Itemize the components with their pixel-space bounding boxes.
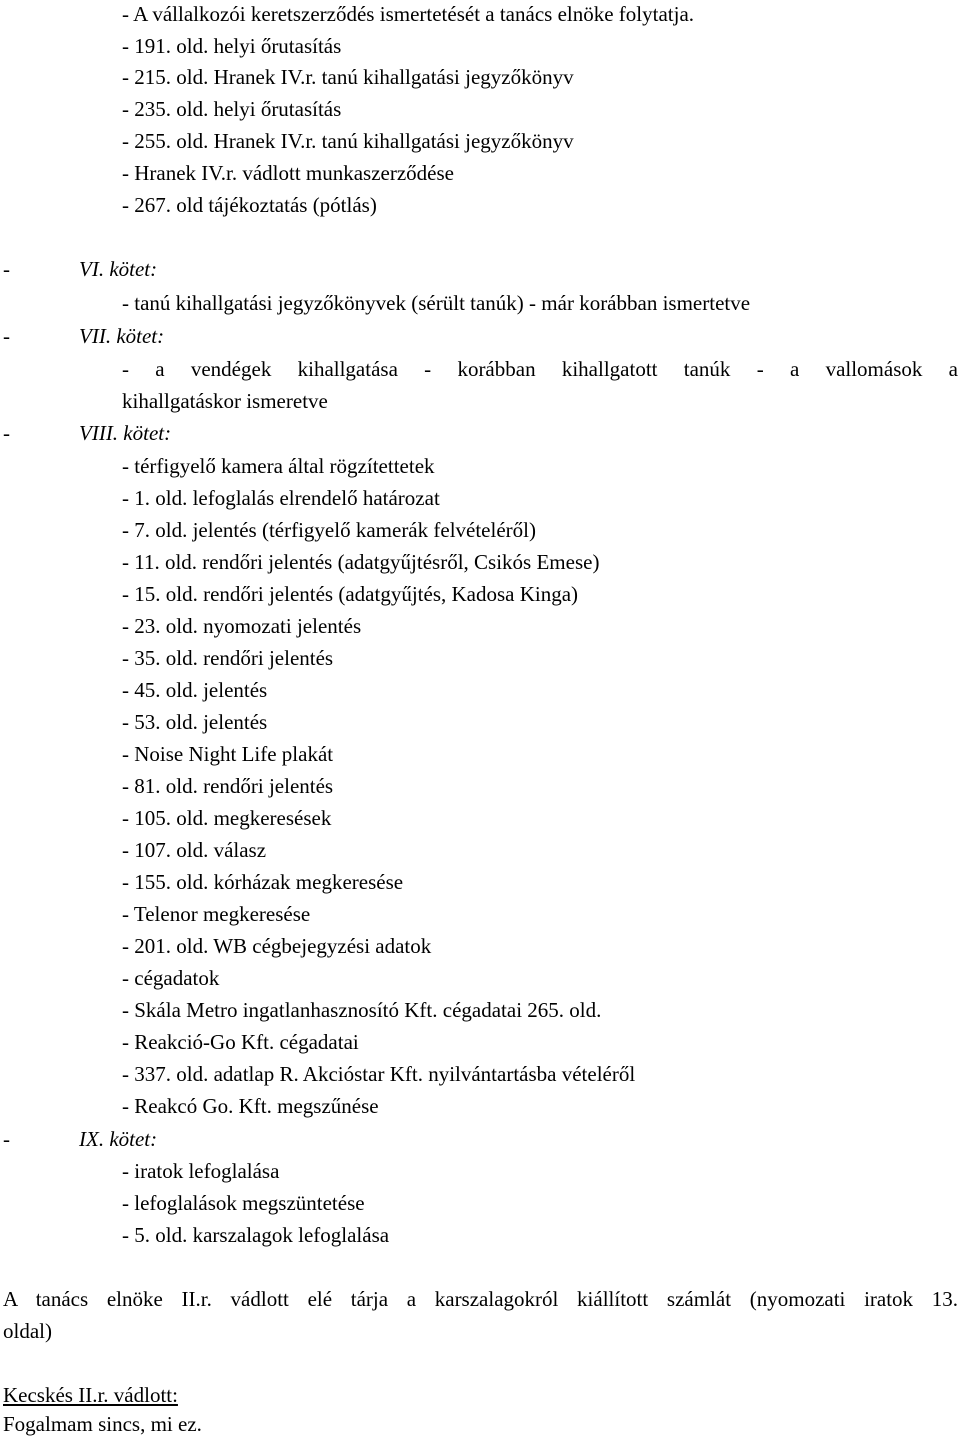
volume-heading-vii: VII. kötet: <box>79 324 165 348</box>
list-item: - tanú kihallgatási jegyzőkönyvek (sérült tanúk) - már korábban ismertetve <box>122 291 751 315</box>
list-item: - lefoglalások megszüntetése <box>122 1191 365 1215</box>
volume-bullet: - <box>3 324 10 348</box>
list-item: - Reakcó Go. Kft. megszűnése <box>122 1094 379 1118</box>
list-item: - Telenor megkeresése <box>122 902 311 926</box>
list-item: - Reakció-Go Kft. cégadatai <box>122 1030 359 1054</box>
list-item: - 23. old. nyomozati jelentés <box>122 614 362 638</box>
list-item: - 155. old. kórházak megkeresése <box>122 870 404 894</box>
list-item: - 45. old. jelentés <box>122 678 268 702</box>
volume-heading-viii: VIII. kötet: <box>79 421 172 445</box>
volume-bullet: - <box>3 1127 10 1151</box>
list-item: - 215. old. Hranek IV.r. tanú kihallgatási jegyzőkönyv <box>122 65 574 89</box>
list-item: - 267. old tájékoztatás (pótlás) <box>122 193 377 217</box>
list-item: - 105. old. megkeresések <box>122 806 332 830</box>
list-item: - a vendégek kihallgatása - korábban kihallgatott tanúk - a vallomások a <box>122 357 958 381</box>
volume-bullet: - <box>3 257 10 281</box>
speaker-label: Kecskés II.r. vádlott: <box>3 1383 178 1407</box>
speaker-statement: Fogalmam sincs, mi ez. <box>3 1412 202 1436</box>
list-item: - 5. old. karszalagok lefoglalása <box>122 1223 390 1247</box>
volume-heading-vi: VI. kötet: <box>79 257 158 281</box>
list-item: - 15. old. rendőri jelentés (adatgyűjtés, Kadosa Kinga) <box>122 582 579 606</box>
list-item: - 53. old. jelentés <box>122 710 268 734</box>
list-item: - Skála Metro ingatlanhasznosító Kft. cégadatai 265. old. <box>122 998 602 1022</box>
list-item: - 107. old. válasz <box>122 838 267 862</box>
list-item: - 255. old. Hranek IV.r. tanú kihallgatási jegyzőkönyv <box>122 129 574 153</box>
list-item: - iratok lefoglalása <box>122 1159 280 1183</box>
list-item: - 7. old. jelentés (térfigyelő kamerák felvételéről) <box>122 518 536 542</box>
list-item: - 201. old. WB cégbejegyzési adatok <box>122 934 432 958</box>
volume-heading-ix: IX. kötet: <box>79 1127 158 1151</box>
list-item: - 1. old. lefoglalás elrendelő határozat <box>122 486 440 510</box>
volume-bullet: - <box>3 421 10 445</box>
list-item: - A vállalkozói keretszerződés ismertetését a tanács elnöke folytatja. <box>122 2 695 26</box>
list-item: - 337. old. adatlap R. Akcióstar Kft. nyilvántartásba vételéről <box>122 1062 636 1086</box>
list-item: - Noise Night Life plakát <box>122 742 334 766</box>
list-item: - 11. old. rendőri jelentés (adatgyűjtésről, Csikós Emese) <box>122 550 600 574</box>
list-item: - cégadatok <box>122 966 220 990</box>
list-item: - 191. old. helyi őrutasítás <box>122 34 342 58</box>
list-item: - térfigyelő kamera által rögzítettetek <box>122 454 435 478</box>
list-item-continuation: kihallgatáskor ismeretve <box>122 389 328 413</box>
paragraph-line: oldal) <box>3 1319 52 1343</box>
list-item: - 35. old. rendőri jelentés <box>122 646 334 670</box>
paragraph-line: A tanács elnöke II.r. vádlott elé tárja a karszalagokról kiállított számlát (nyomozati iratok 13. <box>3 1287 958 1311</box>
list-item: - 81. old. rendőri jelentés <box>122 774 334 798</box>
list-item: - Hranek IV.r. vádlott munkaszerződése <box>122 161 455 185</box>
list-item: - 235. old. helyi őrutasítás <box>122 97 342 121</box>
